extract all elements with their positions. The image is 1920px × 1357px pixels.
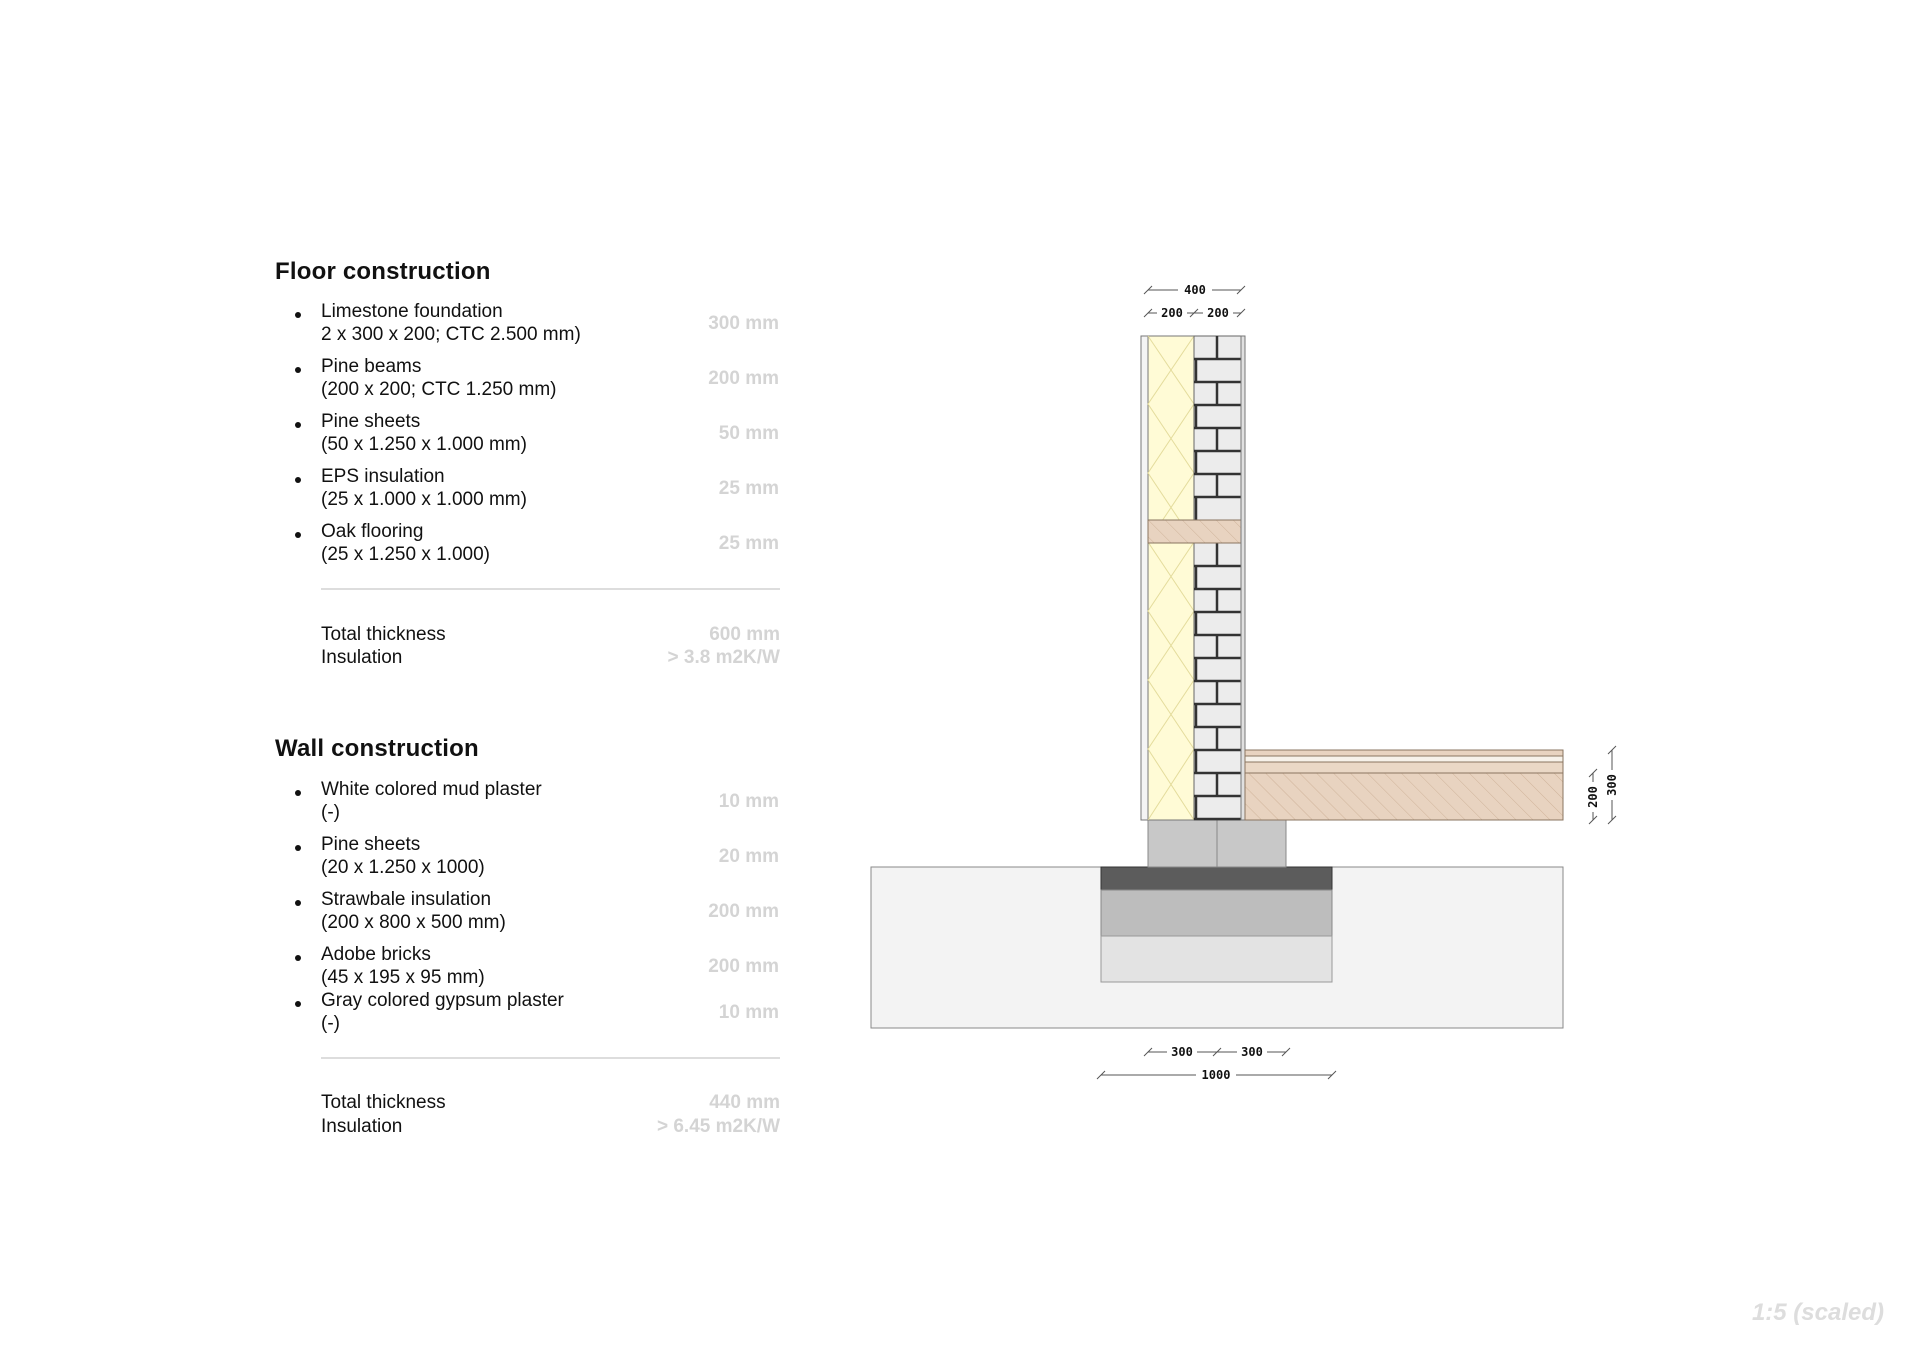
layer-name: Adobe bricks [321,944,431,965]
dim-foot-total: 1000 [1201,1068,1231,1082]
layer-spec: (45 x 195 x 95 mm) [321,967,485,988]
total-thickness-value: 440 mm [709,1092,780,1113]
layer-spec: 2 x 300 x 200; CTC 2.500 mm) [321,324,581,345]
layer-thickness: 25 mm [718,533,779,554]
layer-name: Pine sheets [321,411,421,432]
limestone-block [1148,820,1217,867]
insulation-label: Insulation [321,1116,403,1137]
mud-plaster-layer [1141,336,1148,820]
total-thickness-label: Total thickness [321,1092,446,1113]
dim-floor-total: 300 [1605,774,1619,796]
dim-foot-right: 300 [1241,1045,1263,1059]
layer-name: White colored mud plaster [321,779,542,800]
layer-spec: (200 x 800 x 500 mm) [321,912,506,933]
floor-oak-flooring [1245,750,1563,756]
floor-pine-sheet [1245,762,1563,773]
dim-wall-left: 200 [1161,306,1183,320]
layer-thickness: 200 mm [708,956,779,977]
dim-wall-right: 200 [1207,306,1229,320]
strawbale-insulation [1148,336,1194,820]
scale-note: 1:5 (scaled) [1751,1299,1884,1326]
layer-spec: (25 x 1.250 x 1.000) [321,544,490,565]
layer-thickness: 300 mm [708,313,779,334]
wall-construction-title: Wall construction [275,735,479,762]
total-thickness-value: 600 mm [709,624,780,645]
layer-name: Oak flooring [321,521,424,542]
layer-name: Gray colored gypsum plaster [321,990,564,1011]
layer-spec: (25 x 1.000 x 1.000 mm) [321,489,527,510]
footing-light-layer [1101,936,1332,982]
floor-pine-beam [1245,773,1563,820]
layer-spec: (-) [321,802,340,823]
layer-thickness: 10 mm [718,1002,779,1023]
layer-spec: (50 x 1.250 x 1.000 mm) [321,434,527,455]
wall-timber-beam [1148,520,1241,543]
layer-thickness: 20 mm [718,846,779,867]
footing-dark-layer [1101,867,1332,890]
layer-spec: (200 x 200; CTC 1.250 mm) [321,379,557,400]
gypsum-plaster-layer [1241,336,1245,820]
layer-name: Pine beams [321,356,422,377]
floor-eps-insulation [1245,756,1563,762]
layer-spec: (20 x 1.250 x 1000) [321,857,485,878]
footing-mid-layer [1101,890,1332,936]
limestone-block [1217,820,1286,867]
layer-name: Limestone foundation [321,301,503,322]
layer-spec: (-) [321,1013,340,1034]
insulation-value: > 6.45 m2K/W [656,1116,780,1137]
layer-thickness: 200 mm [708,901,779,922]
layer-thickness: 25 mm [718,478,779,499]
layer-name: EPS insulation [321,466,445,487]
dim-foot-left: 300 [1171,1045,1193,1059]
layer-thickness: 10 mm [718,791,779,812]
layer-name: Strawbale insulation [321,889,492,910]
insulation-value: > 3.8 m2K/W [667,647,780,668]
dim-wall-total: 400 [1184,283,1206,297]
total-thickness-label: Total thickness [321,624,446,645]
layer-thickness: 200 mm [708,368,779,389]
dim-floor-beam: 200 [1586,786,1600,808]
insulation-label: Insulation [321,647,403,668]
layer-thickness: 50 mm [718,423,779,444]
layer-name: Pine sheets [321,834,421,855]
floor-construction-title: Floor construction [275,258,491,285]
